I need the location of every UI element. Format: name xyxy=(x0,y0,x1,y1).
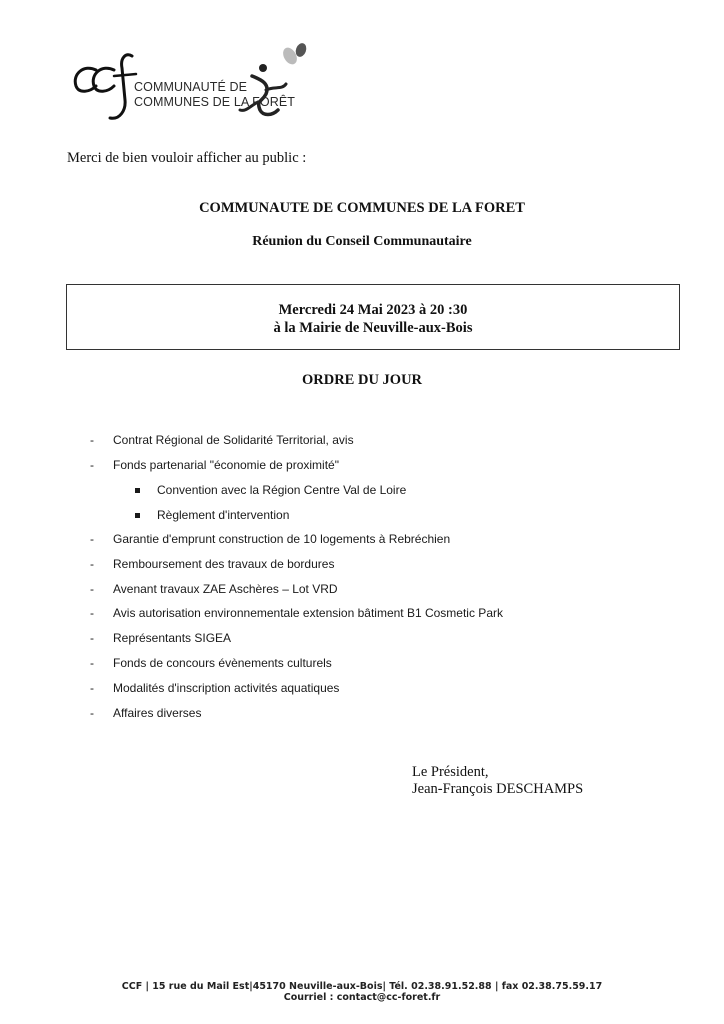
agenda-item-text: Fonds de concours évènements culturels xyxy=(113,656,332,670)
agenda-item-text: Modalités d'inscription activités aquatiques xyxy=(113,681,340,695)
intro-text: Merci de bien vouloir afficher au public : xyxy=(67,150,307,166)
footer-address: CCF | 15 rue du Mail Est|45170 Neuville-aux-Bois| Tél. 02.38.91.52.88 | fax 02.38.75.59.17 xyxy=(121,981,603,992)
dash-bullet: - xyxy=(90,582,94,596)
dash-bullet: - xyxy=(90,656,94,670)
ccf-logo xyxy=(70,40,320,125)
logo-text-line-2: COMMUNES DE LA FORÊT xyxy=(134,95,296,109)
agenda-item xyxy=(0,606,724,624)
square-bullet-icon xyxy=(135,488,140,493)
agenda-title: ORDRE DU JOUR xyxy=(301,372,423,388)
agenda-item xyxy=(0,706,724,724)
agenda-item-text: Affaires diverses xyxy=(113,706,202,720)
signature-role: Le Président, xyxy=(412,764,489,780)
dash-bullet: - xyxy=(90,532,94,546)
dash-bullet: - xyxy=(90,433,94,447)
meeting-date-box xyxy=(66,284,680,350)
organization-title: COMMUNAUTE DE COMMUNES DE LA FORET xyxy=(199,200,525,216)
agenda-subitem xyxy=(0,483,724,501)
agenda-item-text: Garantie d'emprunt construction de 10 logements à Rebréchien xyxy=(113,532,451,546)
agenda-item-text: Avis autorisation environnementale extension bâtiment B1 Cosmetic Park xyxy=(113,606,503,620)
agenda-item xyxy=(0,532,724,550)
agenda-item xyxy=(0,656,724,674)
agenda-item xyxy=(0,681,724,699)
meeting-place: à la Mairie de Neuville-aux-Bois xyxy=(273,320,473,336)
agenda-item xyxy=(0,433,724,451)
agenda-item xyxy=(0,557,724,575)
dash-bullet: - xyxy=(90,606,94,620)
agenda-item xyxy=(0,582,724,600)
agenda-item-text: Fonds partenarial "économie de proximité" xyxy=(113,458,339,472)
agenda-item-text: Contrat Régional de Solidarité Territorial, avis xyxy=(113,433,354,447)
dash-bullet: - xyxy=(90,458,94,472)
footer-email: Courriel : contact@cc-foret.fr xyxy=(283,992,441,1003)
logo-text xyxy=(134,80,295,110)
dash-bullet: - xyxy=(90,706,94,720)
meeting-date: Mercredi 24 Mai 2023 à 20 :30 xyxy=(278,302,468,318)
logo-text-line-1: COMMUNAUTÉ DE xyxy=(134,80,248,94)
dash-bullet: - xyxy=(90,557,94,571)
agenda-subitem-text: Règlement d'intervention xyxy=(157,508,290,522)
square-bullet-icon xyxy=(135,513,140,518)
agenda-subitem-text: Convention avec la Région Centre Val de Loire xyxy=(157,483,407,497)
agenda-item-text: Avenant travaux ZAE Aschères – Lot VRD xyxy=(113,582,338,596)
signature-name: Jean-François DESCHAMPS xyxy=(412,781,584,797)
signature-block xyxy=(412,764,583,798)
dash-bullet: - xyxy=(90,631,94,645)
agenda-item-text: Représentants SIGEA xyxy=(113,631,232,645)
dash-bullet: - xyxy=(90,681,94,695)
agenda-item xyxy=(0,458,724,476)
agenda-subitem xyxy=(0,508,724,526)
agenda-item-text: Remboursement des travaux de bordures xyxy=(113,557,335,571)
meeting-title: Réunion du Conseil Communautaire xyxy=(252,234,472,249)
agenda-item xyxy=(0,631,724,649)
